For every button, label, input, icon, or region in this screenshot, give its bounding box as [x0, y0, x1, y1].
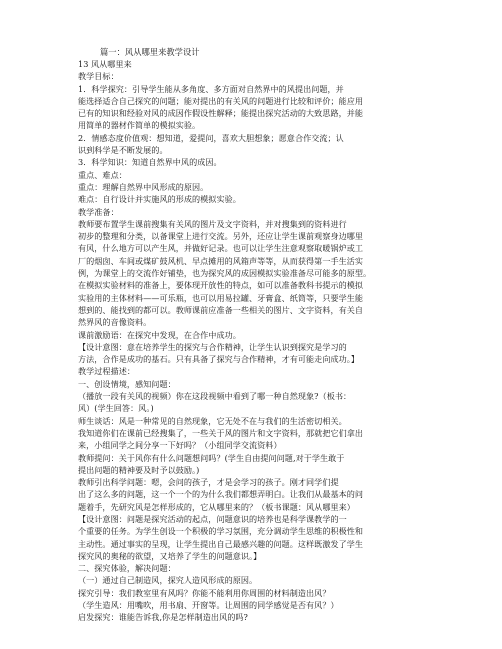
- text-line: 例，为课堂上的交流作好铺垫，也为探究风的成因模拟实验准备尽可能多的原型。: [78, 268, 372, 279]
- text-line: 教师要布置学生课前搜集有关风的图片及文字资料，并对搜集到的资料进行: [78, 218, 347, 229]
- text-line: 题着手，先研究风是怎样形成的，它从哪里来的？（板书课题：风从哪里来）: [78, 501, 355, 512]
- text-line: （一）通过自己制造风，探究人造风形成的原因。: [78, 575, 258, 586]
- document-lines: [78, 58, 450, 624]
- text-line: 教学目标：: [78, 71, 119, 82]
- text-line: 厂的烟囱、车间或煤矿鼓风机、早点摊用的风箱声等等，从而获得第一手生活实: [78, 255, 364, 266]
- text-line: 在模拟实验材料的准备上，要体现开放性的特点，如可以准备教科书提示的模拟: [78, 280, 364, 291]
- text-line: 然界风的音像资料。: [78, 317, 152, 328]
- text-line: 2．情感态度价值观：想知道，爱提问，喜欢大胆想象；愿意合作交流；认: [78, 132, 344, 143]
- text-line: 二、探究体验，解决问题：: [78, 563, 176, 574]
- text-line: 想到的、能找到的都可以。教师课前应准备一些相关的图片、文字资料，有关自: [78, 304, 364, 315]
- text-line: 【设计意图：意在培养学生的探究与合作精神，让学生认识到探究是学习的: [78, 341, 347, 352]
- text-line: （播放一段有关风的视频）你在这段视频中看到了哪一种自然现象?（板书：: [78, 391, 352, 402]
- text-line: 13 风从哪里来: [78, 59, 132, 69]
- text-line: 出了这么多的问题，这一个一个的为什么我们都想弄明白。让我们从最基本的问: [78, 489, 364, 500]
- text-line: 风）(学生回答：风。): [78, 403, 154, 414]
- text-line: 来，小组同学之间分享一下好吗？（小组同学交流资料）: [78, 440, 282, 451]
- text-line: 用简单的器材作简单的模拟实验。: [78, 120, 201, 131]
- text-line: 实验用的主体材料——可乐瓶，也可以用易拉罐、牙膏盒、纸筒等，只要学生能: [78, 292, 364, 303]
- text-line: 方法，合作是成功的基石。只有具备了探究与合作精神，才有可能走向成功。】: [78, 354, 359, 365]
- text-line: 初步的整理和分类，以备课堂上进行交流。另外，还应让学生课前观察身边哪里: [78, 231, 364, 242]
- text-line: 教学准备：: [78, 206, 119, 217]
- text-line: 个重要的任务。为学生创设一个积极的学习氛围，充分调动学生思维的积极性和: [78, 526, 364, 537]
- text-line: 师生谈话：风是一种常见的自然现象，它无处不在与我们的生活密切相关。: [78, 415, 347, 426]
- text-line: 教师引出科学问题：嗯，会问的孩子，才是会学习的孩子。刚才同学们提: [78, 477, 339, 488]
- text-line: 重点、难点：: [78, 169, 127, 180]
- text-line: 课前激励语：在探究中发现，在合作中成功。: [78, 329, 241, 340]
- text-line: 有风，什么地方可以产生风，并做好记录。也可以让学生注意观察取暖锅炉或工: [78, 243, 364, 254]
- text-line: （学生造风：用嘴吹，用书扇、开窗等。让周围的同学感觉是否有风？）: [78, 600, 339, 611]
- text-line: 难点：自行设计并实施风的形成的模拟实验。: [78, 194, 241, 205]
- text-line: 3．科学知识：知道自然界中风的成因。: [78, 157, 222, 168]
- text-line: 能选择适合自己探究的问题；能对提出的有关风的问题进行比较和评价；能应用: [78, 95, 364, 106]
- text-line: 提出问题的精神要及时予以鼓励。): [78, 464, 200, 475]
- text-line: 启发探究：谁能告诉我,你是怎样制造出风的吗?: [78, 612, 248, 623]
- text-line: 我知道你们在课前已经搜集了，一些关于风的图片和文字资料，那就把它们拿出: [78, 427, 364, 438]
- document-body: [78, 46, 450, 624]
- text-line: 1．科学探究：引导学生能从多角度、多方面对自然界中的风提出问题，并: [78, 83, 344, 94]
- text-line: 教学过程描述：: [78, 366, 136, 377]
- text-line: 教师提问：关于风你有什么问题想问吗？(学生自由提问问题,对于学生敢于: [78, 452, 345, 463]
- text-line: 一、创设情境，感知问题：: [78, 378, 176, 389]
- text-line: 探究风的奥秘的欲望，又培养了学生的问题意识。】: [78, 550, 262, 561]
- text-line: 识到科学是不断发展的。: [78, 145, 168, 156]
- document-title: 篇一：风从哪里来教学设计: [100, 47, 200, 57]
- text-line: 【设计意图：问题是探究活动的起点，问题意识的培养也是科学课教学的一: [78, 513, 347, 524]
- text-line: 已有的知识和经验对风的成因作假设性解释；能提出探究活动的大致思路，并能: [78, 108, 364, 119]
- text-line: 探究引导：我们教室里有风吗？你能不能利用你周围的材料制造出风？: [78, 587, 331, 598]
- text-line: 主动性。通过事实的呈现，让学生提出自己最感兴趣的问题。这样既激发了学生: [78, 538, 364, 549]
- text-line: 重点：理解自然界中风形成的原因。: [78, 181, 209, 192]
